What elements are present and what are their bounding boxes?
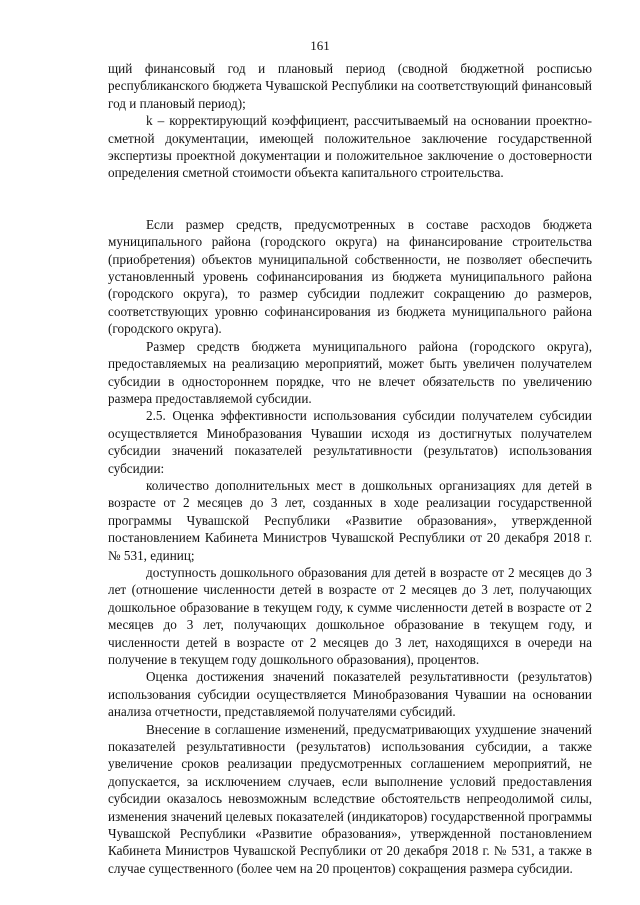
- paragraph-amendments: Внесение в соглашение изменений, предусматривающих ухудшение значений показателей результативности (результатов) использования субсидии, а также увеличение сроков реализации предусмотренных соглашением мероприятий, не допускается, за исключением случаев, если выполнение условий предоставления субсидии оказалось невозможным вследствие обстоятельств непреодолимой силы, изменения значений целевых показателей (индикаторов) государственной программы Чувашской Республики «Развитие образования», утвержденной постановлением Кабинета Министров Чувашской Республики от 20 декабря 2018 г. № 531, а также в случае существенного (более чем на 20 процентов) сокращения размера субсидии.: [108, 721, 592, 876]
- paragraph-section-2-5: 2.5. Оценка эффективности использования субсидии получателем субсидии осуществляется Минобразования Чувашии исходя из достигнутых получателем субсидии значений показателей результативности (результатов) использования субсидии:: [108, 408, 592, 476]
- paragraph-continuation: щий финансовый год и плановый период (сводной бюджетной росписью республиканского бюджета Чувашской Республики на соответствующий финансовый год и плановый период);: [108, 61, 592, 111]
- paragraph-indicator-places: количество дополнительных мест в дошкольных организациях для детей в возрасте от 2 месяцев до 3 лет, созданных в ходе реализации государственной программы Чувашской Республики «Развитие образования», утвержденной постановлением Кабинета Министров Чувашской Республики от 20 декабря 2018 г. № 531, единиц;: [108, 477, 592, 563]
- page-number: 161: [310, 38, 330, 53]
- paragraph-assessment: Оценка достижения значений показателей результативности (результатов) использования субсидии осуществляется Минобразования Чувашии на основании анализа отчетности, представляемой получателями субсидий.: [108, 669, 592, 720]
- paragraph-budget-increase: Размер средств бюджета муниципального района (городского округа), предоставляемых на реализацию мероприятий, может быть увеличен получателем субсидии в одностороннем порядке, что не влечет обязательств по увеличению размера предоставляемой субсидии.: [108, 338, 592, 406]
- paragraph-coefficient-definition: k – корректирующий коэффициент, рассчитываемый на основании проектно-сметной документации, имеющей положительное заключение государственной экспертизы проектной документации и положительное заключение о достоверности определения сметной стоимости объекта капитального строительства.: [108, 113, 592, 181]
- document-body: [108, 60, 592, 877]
- paragraph-indicator-accessibility: доступность дошкольного образования для детей в возрасте от 2 месяцев до 3 лет (отношение численности детей в возрасте от 2 месяцев до 3 лет, получающих дошкольное образование в текущем году, к сумме численности детей в возрасте от 2 месяцев до 3 лет, получающих дошкольное образование в текущем году, и численности детей в возрасте от 2 месяцев до 3 лет, находящихся в очереди на получение в текущем году дошкольного образования), процентов.: [108, 564, 592, 667]
- paragraph-cofinancing-reduction: Если размер средств, предусмотренных в составе расходов бюджета муниципального района (городского округа) на финансирование строительства (приобретения) объектов муниципальной собственности, не позволяет обеспечить установленный уровень софинансирования из бюджета муниципального района (городского округа), то размер субсидии подлежит сокращению до размеров, соответствующих уровню софинансирования из бюджета муниципального района (городского округа).: [108, 216, 592, 337]
